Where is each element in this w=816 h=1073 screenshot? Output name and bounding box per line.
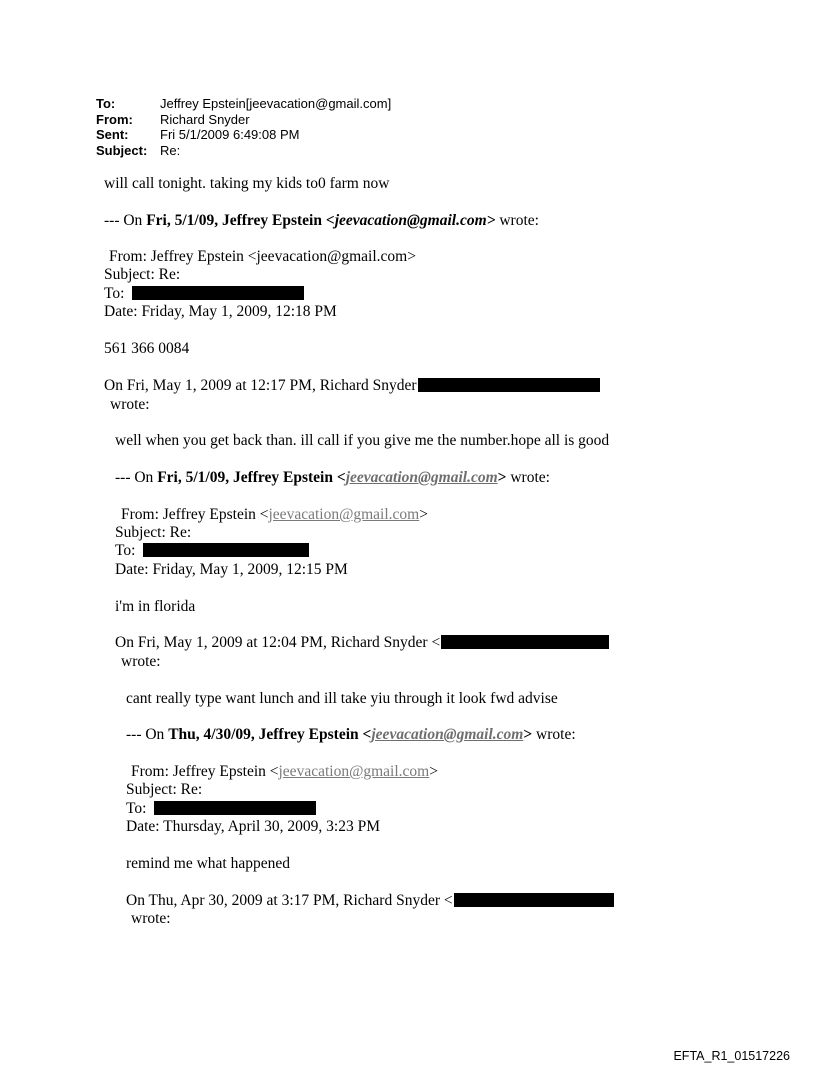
redaction-box — [441, 635, 609, 649]
msg-3-body: remind me what happened — [126, 855, 290, 872]
email-header — [96, 96, 391, 158]
msg-2-to-line — [115, 542, 309, 560]
document-id: EFTA_R1_01517226 — [673, 1049, 790, 1063]
on-line-1 — [104, 377, 600, 395]
from-value: Richard Snyder — [160, 111, 250, 127]
quote-1-suffix: wrote: — [495, 212, 539, 229]
on-3-wrote: wrote: — [131, 910, 171, 927]
quote-3-gt: > — [523, 726, 533, 743]
on-3-text: On Thu, Apr 30, 2009 at 3:17 PM, Richard Snyder < — [126, 892, 453, 909]
on-1-wrote: wrote: — [110, 396, 150, 413]
msg-3-from — [131, 763, 438, 781]
redaction-box — [132, 286, 304, 300]
sent-value: Fri 5/1/2009 6:49:08 PM — [160, 127, 300, 142]
quote-2-prefix: --- On — [115, 469, 158, 486]
quote-2-gt: > — [497, 469, 507, 486]
msg-3-from-suffix: > — [429, 763, 438, 780]
msg-3-date: Date: Thursday, April 30, 2009, 3:23 PM — [126, 818, 381, 835]
on-line-3 — [126, 892, 614, 910]
on-line-2 — [115, 634, 609, 652]
header-from-row — [96, 112, 391, 128]
redaction-box — [143, 543, 309, 557]
msg-2-from — [121, 506, 428, 524]
quote-3-email-link[interactable]: jeevacation@gmail.com — [371, 726, 524, 743]
quote-1-date: Fri, 5/1/09, Jeffrey Epstein — [146, 212, 326, 229]
quote-3-date: Thu, 4/30/09, Jeffrey Epstein — [168, 726, 363, 743]
redaction-box — [154, 801, 316, 815]
reply-text-2: well when you get back than. ill call if you give me the number.hope all is good — [115, 432, 610, 449]
sent-label: Sent: — [96, 127, 129, 142]
msg-1-body: 561 366 0084 — [104, 340, 190, 357]
msg-3-subject: Subject: Re: — [126, 781, 203, 798]
msg-3-to-line — [126, 800, 316, 818]
to-label: To: — [96, 96, 116, 111]
quote-2-lt: < — [336, 469, 346, 486]
quote-2-date: Fri, 5/1/09, Jeffrey Epstein — [157, 469, 337, 486]
quote-3-prefix: --- On — [126, 726, 169, 743]
msg-3-email-link[interactable]: jeevacation@gmail.com — [278, 763, 430, 780]
msg-1-from: From: Jeffrey Epstein <jeevacation@gmail.com> — [109, 248, 416, 265]
from-label: From: — [96, 111, 133, 127]
subject-value: Re: — [160, 142, 181, 158]
msg-1-date: Date: Friday, May 1, 2009, 12:18 PM — [104, 303, 337, 320]
quote-line-3 — [126, 726, 576, 744]
msg-2-subject: Subject: Re: — [115, 524, 192, 541]
msg-2-to-label: To: — [115, 542, 136, 559]
quote-line-1 — [104, 212, 539, 230]
header-to-row — [96, 96, 391, 112]
redaction-box — [454, 893, 614, 907]
msg-3-from-prefix: From: Jeffrey Epstein < — [131, 763, 279, 780]
quote-1-prefix: --- On — [104, 212, 147, 229]
on-2-wrote: wrote: — [121, 653, 161, 670]
header-subject-row — [96, 143, 391, 159]
msg-1-subject: Subject: Re: — [104, 266, 181, 283]
subject-label: Subject: — [96, 142, 148, 158]
reply-text-3: cant really type want lunch and ill take yiu through it look fwd advise — [126, 690, 558, 707]
quote-3-suffix: wrote: — [532, 726, 576, 743]
on-2-text: On Fri, May 1, 2009 at 12:04 PM, Richard Snyder < — [115, 634, 441, 651]
header-sent-row — [96, 127, 391, 143]
quote-2-email-link[interactable]: jeevacation@gmail.com — [345, 469, 498, 486]
quote-2-suffix: wrote: — [506, 469, 550, 486]
quote-line-2 — [115, 469, 550, 487]
quote-3-lt: < — [362, 726, 372, 743]
msg-2-from-prefix: From: Jeffrey Epstein < — [121, 506, 269, 523]
msg-2-email-link[interactable]: jeevacation@gmail.com — [268, 506, 420, 523]
quote-1-email: <jeevacation@gmail.com> — [325, 212, 496, 229]
msg-3-to-label: To: — [126, 800, 147, 817]
reply-text-1: will call tonight. taking my kids to0 farm now — [104, 175, 390, 192]
msg-2-body: i'm in florida — [115, 598, 196, 615]
msg-2-date: Date: Friday, May 1, 2009, 12:15 PM — [115, 561, 348, 578]
msg-2-from-suffix: > — [419, 506, 428, 523]
msg-1-to-label: To: — [104, 285, 125, 302]
to-value: Jeffrey Epstein[jeevacation@gmail.com] — [160, 96, 392, 111]
on-1-text: On Fri, May 1, 2009 at 12:17 PM, Richard Snyder — [104, 377, 417, 394]
redaction-box — [418, 378, 600, 392]
msg-1-to-line — [104, 285, 304, 303]
